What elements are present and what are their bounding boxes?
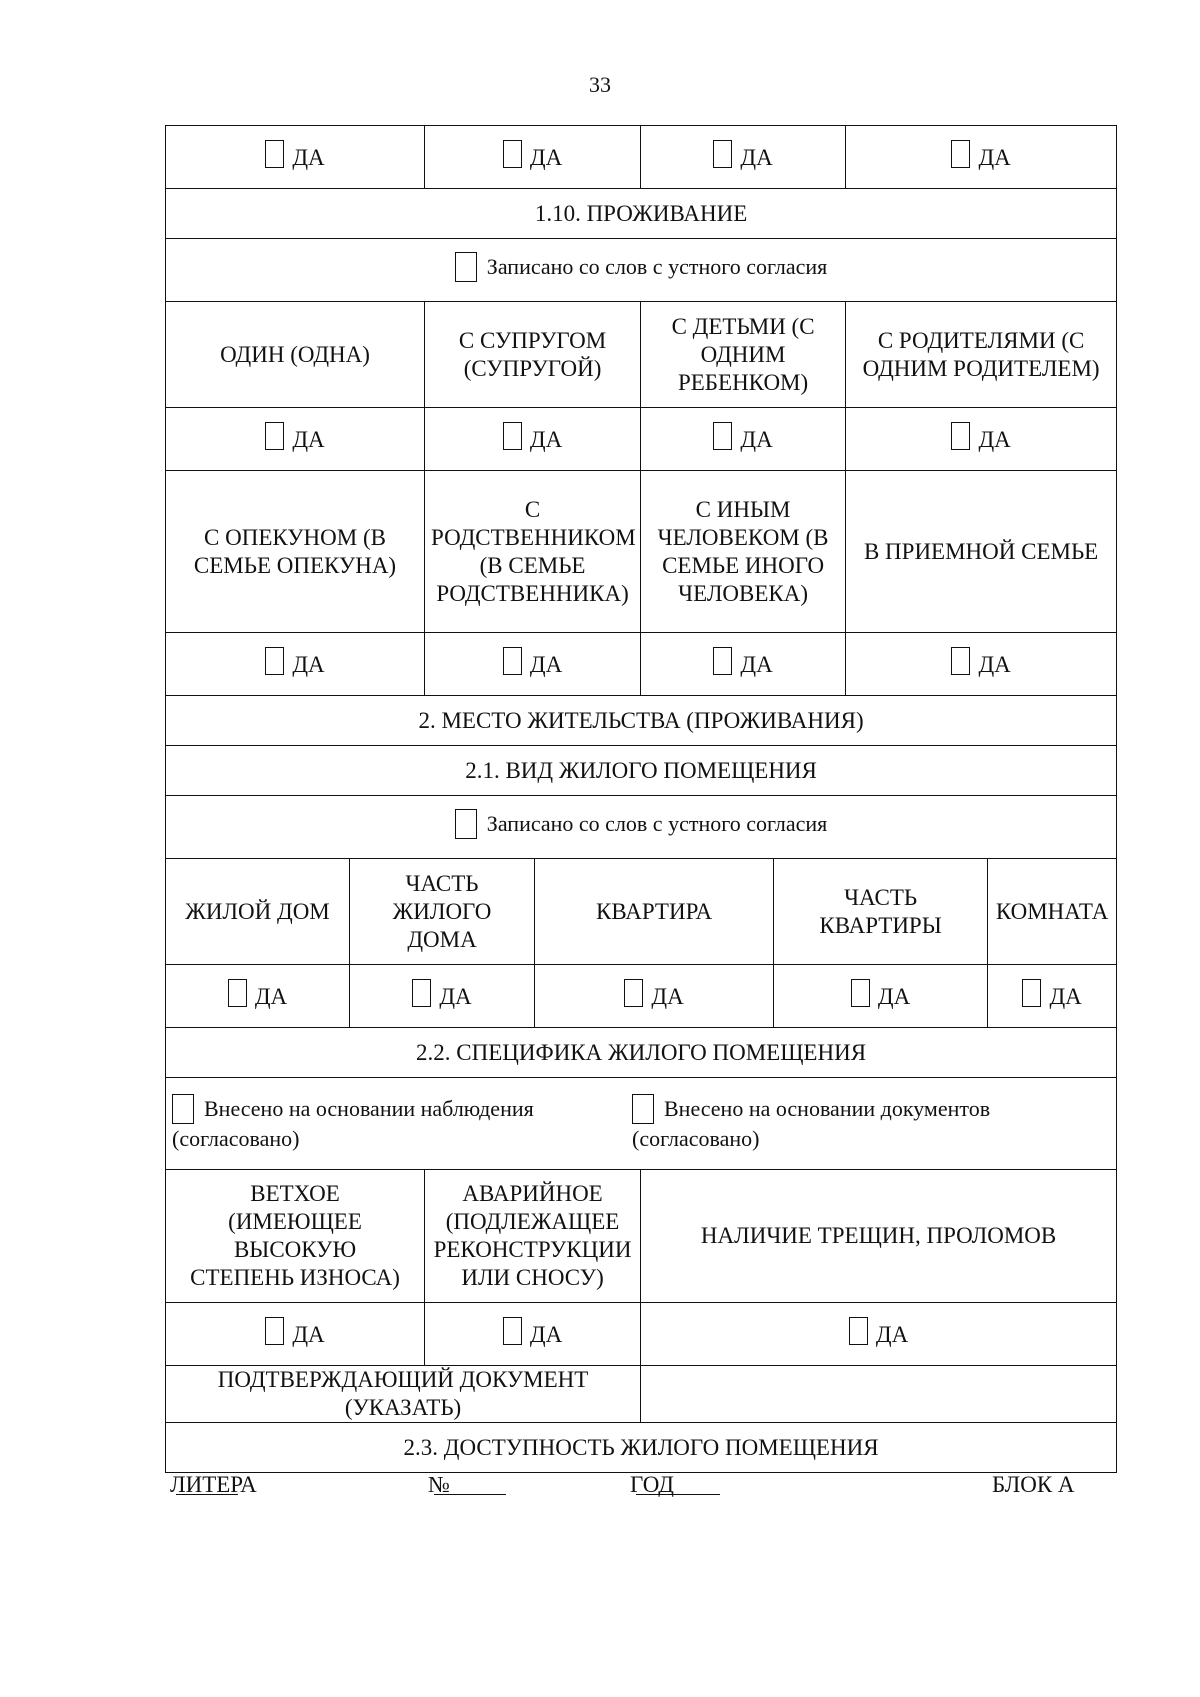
- checkbox-cell[interactable]: ДА: [641, 126, 846, 189]
- checkbox-cell[interactable]: ДА: [988, 965, 1117, 1028]
- table-row: [166, 126, 1117, 189]
- table-row: [166, 965, 1117, 1028]
- checkbox-cell[interactable]: ДА: [846, 408, 1117, 471]
- checkbox[interactable]: [951, 140, 970, 168]
- checkbox[interactable]: [455, 252, 477, 282]
- section-heading-2: 2. МЕСТО ЖИТЕЛЬСТВА (ПРОЖИВАНИЯ): [166, 696, 1117, 746]
- table-row: [166, 1170, 1117, 1303]
- checkbox[interactable]: [265, 140, 284, 168]
- table-row: [166, 859, 1117, 965]
- table-row: [166, 471, 1117, 633]
- form-table: [165, 125, 1117, 1473]
- checkbox[interactable]: [951, 422, 970, 450]
- page-number: 33: [589, 72, 611, 97]
- checkbox-cell[interactable]: ДА: [425, 1303, 641, 1366]
- table-row: [166, 1303, 1117, 1366]
- living-option-label: В ПРИЕМНОЙ СЕМЬЕ: [846, 471, 1117, 633]
- checkbox[interactable]: [412, 979, 431, 1007]
- documents-label: Внесено на основании документов: [664, 1095, 991, 1121]
- living-option-label: С СУПРУГОМ (СУПРУГОЙ): [425, 302, 641, 408]
- consent-row: [166, 239, 1117, 302]
- specific-option-label: ВЕТХОЕ (ИМЕЮЩЕЕ ВЫСОКУЮ СТЕПЕНЬ ИЗНОСА): [166, 1170, 425, 1303]
- housing-type-label: ЧАСТЬ КВАРТИРЫ: [774, 859, 988, 965]
- checkbox[interactable]: [265, 647, 284, 675]
- checkbox-cell[interactable]: ДА: [166, 1303, 425, 1366]
- checkbox-cell[interactable]: ДА: [641, 408, 846, 471]
- living-option-label: С ИНЫМ ЧЕЛОВЕКОМ (В СЕМЬЕ ИНОГО ЧЕЛОВЕКА): [641, 471, 846, 633]
- living-option-label: С ОПЕКУНОМ (В СЕМЬЕ ОПЕКУНА): [166, 471, 425, 633]
- specific-option-label: АВАРИЙНОЕ (ПОДЛЕЖАЩЕЕ РЕКОНСТРУКЦИИ ИЛИ СНОСУ): [425, 1170, 641, 1303]
- confirming-document-field[interactable]: [641, 1366, 1117, 1423]
- observation-label: Внесено на основании наблюдения: [204, 1095, 534, 1121]
- confirming-document-label: ПОДТВЕРЖДАЮЩИЙ ДОКУМЕНТ (УКАЗАТЬ): [166, 1366, 641, 1423]
- table-row: [166, 408, 1117, 471]
- housing-type-label: ЧАСТЬ ЖИЛОГО ДОМА: [350, 859, 535, 965]
- living-option-label: С РОДСТВЕННИКОМ (В СЕМЬЕ РОДСТВЕННИКА): [425, 471, 641, 633]
- table-row: [166, 633, 1117, 696]
- checkbox-cell[interactable]: ДА: [350, 965, 535, 1028]
- checkbox-cell[interactable]: ДА: [846, 126, 1117, 189]
- block-label: БЛОК А: [992, 1472, 1075, 1497]
- checkbox-cell[interactable]: ДА: [425, 126, 641, 189]
- oral-consent-label: Записано со слов с устного согласия: [486, 810, 828, 836]
- table-row: [166, 1366, 1117, 1423]
- checkbox[interactable]: [503, 1317, 522, 1345]
- checkbox[interactable]: [951, 647, 970, 675]
- checkbox[interactable]: [624, 979, 643, 1007]
- checkbox[interactable]: [172, 1094, 194, 1124]
- checkbox[interactable]: [632, 1094, 654, 1124]
- checkbox[interactable]: [713, 422, 732, 450]
- section-heading-1-10: 1.10. ПРОЖИВАНИЕ: [166, 189, 1117, 239]
- housing-type-label: КОМНАТА: [988, 859, 1117, 965]
- basis-row: [166, 1078, 1117, 1170]
- oral-consent-label: Записано со слов с устного согласия: [486, 253, 828, 279]
- living-option-label: С РОДИТЕЛЯМИ (С ОДНИМ РОДИТЕЛЕМ): [846, 302, 1117, 408]
- documents-agreed: (согласовано): [632, 1125, 760, 1151]
- checkbox[interactable]: [228, 979, 247, 1007]
- section-heading-2-1: 2.1. ВИД ЖИЛОГО ПОМЕЩЕНИЯ: [166, 746, 1117, 796]
- checkbox-cell[interactable]: ДА: [166, 965, 350, 1028]
- checkbox[interactable]: [455, 809, 477, 839]
- checkbox-cell[interactable]: ДА: [166, 408, 425, 471]
- checkbox-cell[interactable]: ДА: [846, 633, 1117, 696]
- checkbox[interactable]: [265, 422, 284, 450]
- checkbox[interactable]: [849, 1317, 868, 1345]
- checkbox-cell[interactable]: ДА: [535, 965, 774, 1028]
- housing-type-label: ЖИЛОЙ ДОМ: [166, 859, 350, 965]
- living-option-label: С ДЕТЬМИ (С ОДНИМ РЕБЕНКОМ): [641, 302, 846, 408]
- checkbox[interactable]: [1022, 979, 1041, 1007]
- footer: ЛИТЕРА № ГОД БЛОК А: [170, 1472, 1075, 1497]
- section-heading-2-2: 2.2. СПЕЦИФИКА ЖИЛОГО ПОМЕЩЕНИЯ: [166, 1028, 1117, 1078]
- checkbox-cell[interactable]: ДА: [774, 965, 988, 1028]
- housing-type-label: КВАРТИРА: [535, 859, 774, 965]
- checkbox[interactable]: [265, 1317, 284, 1345]
- table-row: [166, 302, 1117, 408]
- litera-blank[interactable]: [176, 1472, 238, 1495]
- year-blank[interactable]: [636, 1472, 720, 1495]
- checkbox[interactable]: [503, 422, 522, 450]
- checkbox[interactable]: [713, 140, 732, 168]
- checkbox-cell[interactable]: ДА: [166, 126, 425, 189]
- checkbox-cell[interactable]: ДА: [641, 1303, 1117, 1366]
- living-option-label: ОДИН (ОДНА): [166, 302, 425, 408]
- checkbox-cell[interactable]: ДА: [425, 408, 641, 471]
- checkbox-cell[interactable]: ДА: [425, 633, 641, 696]
- checkbox[interactable]: [503, 647, 522, 675]
- checkbox[interactable]: [503, 140, 522, 168]
- checkbox[interactable]: [713, 647, 732, 675]
- observation-agreed: (согласовано): [172, 1125, 300, 1151]
- number-blank[interactable]: [434, 1472, 506, 1495]
- checkbox-cell[interactable]: ДА: [641, 633, 846, 696]
- section-heading-2-3: 2.3. ДОСТУПНОСТЬ ЖИЛОГО ПОМЕЩЕНИЯ: [166, 1423, 1117, 1473]
- specific-option-label: НАЛИЧИЕ ТРЕЩИН, ПРОЛОМОВ: [641, 1170, 1117, 1303]
- checkbox[interactable]: [851, 979, 870, 1007]
- checkbox-cell[interactable]: ДА: [166, 633, 425, 696]
- consent-row: [166, 796, 1117, 859]
